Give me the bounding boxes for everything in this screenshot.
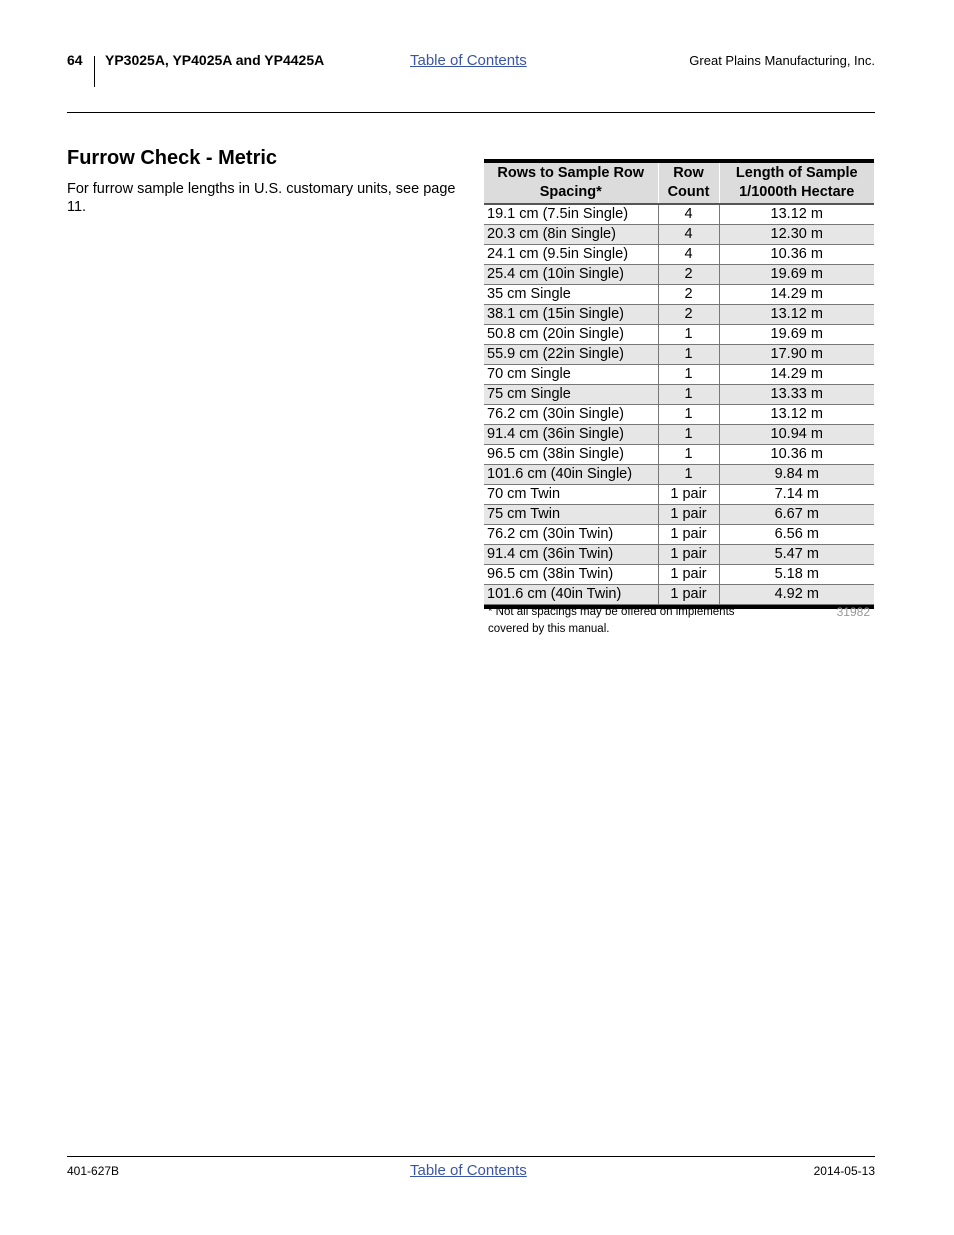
table-row [484, 385, 874, 405]
cell-row-spacing: 24.1 cm (9.5in Single) [484, 245, 658, 265]
table-row [484, 405, 874, 425]
table-row [484, 425, 874, 445]
document-date: 2014-05-13 [813, 1164, 875, 1178]
header-sample-length: Length of Sample 1/1000th Hectare [719, 163, 874, 204]
cell-row-count: 1 [658, 465, 719, 485]
intro-paragraph: For furrow sample lengths in U.S. customary units, see page 11. [67, 181, 456, 215]
cell-sample-length: 13.33 m [719, 385, 874, 405]
cell-row-spacing: 38.1 cm (15in Single) [484, 305, 658, 325]
document-title: YP3025A, YP4025A and YP4425A [105, 52, 325, 68]
cell-row-spacing: 20.3 cm (8in Single) [484, 225, 658, 245]
cell-sample-length: 7.14 m [719, 485, 874, 505]
cell-row-count: 1 pair [658, 585, 719, 605]
header-row-count: Row Count [658, 163, 719, 204]
table-row [484, 465, 874, 485]
cell-sample-length: 10.36 m [719, 245, 874, 265]
cell-row-count: 1 pair [658, 505, 719, 525]
cell-sample-length: 14.29 m [719, 285, 874, 305]
cell-row-count: 2 [658, 265, 719, 285]
table-row [484, 565, 874, 585]
figure-id: 31982 [836, 605, 870, 619]
cell-row-spacing: 96.5 cm (38in Twin) [484, 565, 658, 585]
cell-sample-length: 6.67 m [719, 505, 874, 525]
cell-row-count: 1 pair [658, 565, 719, 585]
table-row [484, 545, 874, 565]
cell-row-count: 1 [658, 425, 719, 445]
table-row [484, 245, 874, 265]
table-row [484, 525, 874, 545]
cell-sample-length: 9.84 m [719, 465, 874, 485]
table-row [484, 265, 874, 285]
cell-sample-length: 5.47 m [719, 545, 874, 565]
table-footnote: * Not all spacings may be offered on implements covered by this manual. [488, 606, 735, 635]
cell-row-count: 1 [658, 345, 719, 365]
cell-row-count: 1 [658, 325, 719, 345]
cell-sample-length: 6.56 m [719, 525, 874, 545]
table-row [484, 445, 874, 465]
cell-sample-length: 4.92 m [719, 585, 874, 605]
cell-row-spacing: 96.5 cm (38in Single) [484, 445, 658, 465]
cell-row-spacing: 101.6 cm (40in Twin) [484, 585, 658, 605]
cell-row-spacing: 91.4 cm (36in Twin) [484, 545, 658, 565]
cell-row-spacing: 25.4 cm (10in Single) [484, 265, 658, 285]
cell-row-count: 1 [658, 445, 719, 465]
cell-sample-length: 17.90 m [719, 345, 874, 365]
cell-row-spacing: 75 cm Twin [484, 505, 658, 525]
cell-row-count: 2 [658, 285, 719, 305]
cell-row-spacing: 19.1 cm (7.5in Single) [484, 204, 658, 225]
cell-row-count: 4 [658, 225, 719, 245]
cell-sample-length: 13.12 m [719, 204, 874, 225]
table-row [484, 325, 874, 345]
page-number: 64 [67, 52, 83, 68]
cell-row-spacing: 50.8 cm (20in Single) [484, 325, 658, 345]
cell-row-spacing: 75 cm Single [484, 385, 658, 405]
table-row [484, 345, 874, 365]
table-header-row [484, 163, 874, 204]
company-name: Great Plains Manufacturing, Inc. [689, 53, 875, 68]
cell-row-spacing: 35 cm Single [484, 285, 658, 305]
table-row [484, 225, 874, 245]
header-row-spacing: Rows to Sample Row Spacing* [484, 163, 658, 204]
table-row [484, 305, 874, 325]
table-row [484, 485, 874, 505]
cell-sample-length: 10.36 m [719, 445, 874, 465]
footer-rule [67, 1156, 875, 1157]
document-number: 401-627B [67, 1164, 120, 1178]
table-row [484, 365, 874, 385]
furrow-check-table [484, 159, 874, 609]
cell-row-count: 4 [658, 204, 719, 225]
cell-row-count: 1 [658, 385, 719, 405]
header-divider [94, 56, 95, 87]
table-row [484, 204, 874, 225]
cell-row-spacing: 101.6 cm (40in Single) [484, 465, 658, 485]
cell-sample-length: 13.12 m [719, 305, 874, 325]
header-rule [67, 112, 875, 113]
table-row [484, 285, 874, 305]
cell-row-count: 4 [658, 245, 719, 265]
cell-sample-length: 10.94 m [719, 425, 874, 445]
table-of-contents-link-bottom[interactable]: Table of Contents [410, 1162, 527, 1179]
cell-row-spacing: 76.2 cm (30in Twin) [484, 525, 658, 545]
cell-sample-length: 12.30 m [719, 225, 874, 245]
cell-row-spacing: 55.9 cm (22in Single) [484, 345, 658, 365]
cell-sample-length: 13.12 m [719, 405, 874, 425]
cell-row-count: 1 [658, 405, 719, 425]
cell-row-count: 1 pair [658, 525, 719, 545]
cell-sample-length: 14.29 m [719, 365, 874, 385]
table-of-contents-link-top[interactable]: Table of Contents [410, 52, 527, 69]
cell-sample-length: 19.69 m [719, 265, 874, 285]
table-row [484, 505, 874, 525]
cell-sample-length: 19.69 m [719, 325, 874, 345]
cell-row-count: 1 pair [658, 545, 719, 565]
section-title: Furrow Check - Metric [67, 147, 278, 169]
cell-row-spacing: 70 cm Single [484, 365, 658, 385]
cell-row-spacing: 76.2 cm (30in Single) [484, 405, 658, 425]
cell-row-count: 2 [658, 305, 719, 325]
cell-sample-length: 5.18 m [719, 565, 874, 585]
cell-row-count: 1 pair [658, 485, 719, 505]
cell-row-spacing: 70 cm Twin [484, 485, 658, 505]
table-body [484, 204, 874, 605]
cell-row-count: 1 [658, 365, 719, 385]
cell-row-spacing: 91.4 cm (36in Single) [484, 425, 658, 445]
table-row [484, 585, 874, 605]
